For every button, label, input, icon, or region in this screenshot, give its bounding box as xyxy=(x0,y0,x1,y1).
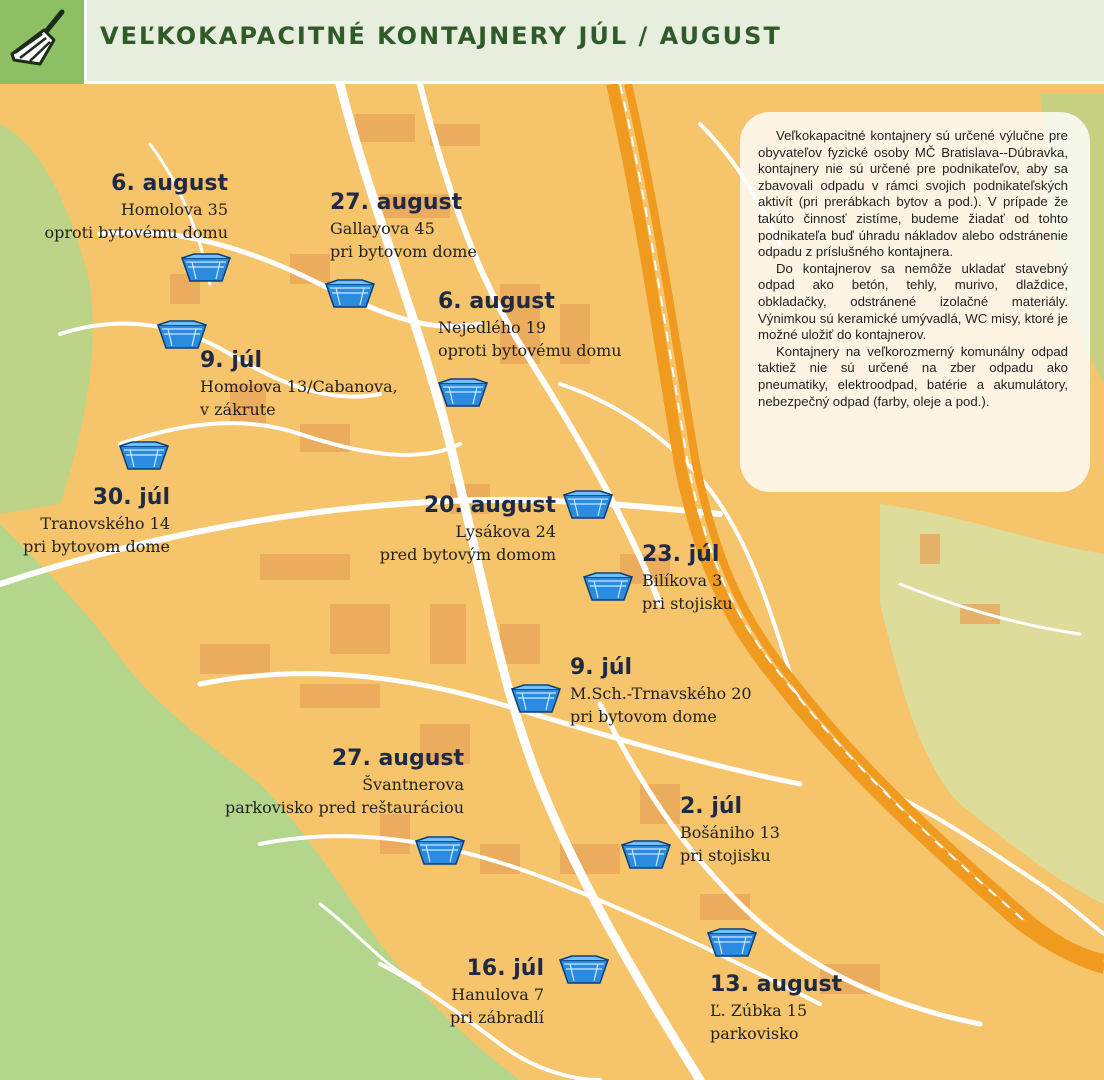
location-date: 9. júl xyxy=(570,655,633,680)
location-label xyxy=(380,492,556,566)
location-note: pri bytovom dome xyxy=(330,242,477,261)
container-icon[interactable] xyxy=(706,928,758,958)
page-title: VEĽKOKAPACITNÉ KONTAJNERY JÚL / AUGUST xyxy=(100,22,782,50)
info-text xyxy=(758,128,1068,410)
location-street: Nejedlého 19 xyxy=(438,318,547,337)
location-street: Švantnerova xyxy=(362,775,464,794)
location-date: 23. júl xyxy=(642,542,720,567)
location-note: oproti bytovému domu xyxy=(44,223,228,242)
location-date: 9. júl xyxy=(200,348,263,373)
container-icon[interactable] xyxy=(118,441,170,471)
location-note: pri bytovom dome xyxy=(570,707,717,726)
container-icon[interactable] xyxy=(156,320,208,350)
location-street: Bilíkova 3 xyxy=(642,571,723,590)
location-label xyxy=(680,793,780,867)
location-date: 2. júl xyxy=(680,794,743,819)
header xyxy=(0,0,1104,84)
location-street: Homolova 13/Cabanova, xyxy=(200,377,398,396)
location-label xyxy=(570,654,752,728)
location-date: 30. júl xyxy=(92,485,170,510)
location-label xyxy=(438,288,622,362)
location-street: Bošániho 13 xyxy=(680,823,780,842)
broom-icon xyxy=(0,0,84,84)
container-icon[interactable] xyxy=(510,684,562,714)
container-icon[interactable] xyxy=(620,840,672,870)
header-divider xyxy=(84,0,87,84)
logo-box xyxy=(0,0,84,84)
location-label xyxy=(642,541,733,615)
location-label xyxy=(23,484,170,558)
location-label xyxy=(450,955,544,1029)
location-street: Hanulova 7 xyxy=(451,985,544,1004)
location-label xyxy=(225,745,464,819)
location-street: Homolova 35 xyxy=(120,200,228,219)
location-note: parkovisko xyxy=(710,1024,799,1043)
info-paragraph-1: Veľkokapacitné kontajnery sú určené výlučne pre obyvateľov fyzické osoby MČ Bratislava--Dúbravka, kontajnery nie sú určené pre podnikateľov, aby sa zbavovali odpadu v rámci svojich podnikateľských aktivít (pri prerábkach bytov a pod.). V prípade že takúto činnosť zistíme, budeme žiadať od tohto podnikateľa buď úhradu nákladov alebo odstránenie odpadu z príslušného kontajnera. xyxy=(758,128,1068,260)
location-date: 20. august xyxy=(423,493,556,518)
location-street: Lysákova 24 xyxy=(455,522,556,541)
container-icon[interactable] xyxy=(582,572,634,602)
location-street: Gallayova 45 xyxy=(330,219,435,238)
location-note: pri stojisku xyxy=(642,594,733,613)
location-street: Tranovského 14 xyxy=(40,514,170,533)
location-date: 16. júl xyxy=(466,956,544,981)
container-icon[interactable] xyxy=(414,836,466,866)
location-date: 27. august xyxy=(330,190,463,215)
location-label xyxy=(330,189,477,263)
info-paragraph-2: Do kontajnerov sa nemôže ukladať stavebný odpad ako betón, tehly, murivo, dlaždice, obkladačky, odstránené izolačné materiály. Výnimkou sú keramické umývadlá, WC misy, ktoré je možné uložiť do kontajnerov. xyxy=(758,260,1068,343)
container-icon[interactable] xyxy=(180,253,232,283)
location-label xyxy=(710,971,842,1045)
container-icon[interactable] xyxy=(558,955,610,985)
location-label xyxy=(44,170,228,244)
location-note: pri bytovom dome xyxy=(23,537,170,556)
location-note: v zákrute xyxy=(200,400,276,419)
location-note: pred bytovým domom xyxy=(379,545,556,564)
location-date: 6. august xyxy=(111,171,228,196)
container-icon[interactable] xyxy=(324,279,376,309)
location-note: pri stojisku xyxy=(680,846,771,865)
location-date: 6. august xyxy=(438,289,555,314)
info-paragraph-3: Kontajnery na veľkorozmerný komunálny odpad taktiež nie sú určené na zber odpadu ako pneumatiky, elektroodpad, batérie a akumulátory, nebezpečný odpad (farby, oleje a pod.). xyxy=(758,343,1068,409)
location-date: 27. august xyxy=(331,746,464,771)
location-label xyxy=(200,347,398,421)
location-street: Ľ. Zúbka 15 xyxy=(710,1001,808,1020)
container-icon[interactable] xyxy=(437,378,489,408)
location-note: parkovisko pred reštauráciou xyxy=(224,798,464,817)
location-note: oproti bytovému domu xyxy=(438,341,622,360)
location-note: pri zábradlí xyxy=(450,1008,544,1027)
location-street: M.Sch.-Trnavského 20 xyxy=(570,684,752,703)
container-icon[interactable] xyxy=(562,490,614,520)
location-date: 13. august xyxy=(710,972,843,997)
